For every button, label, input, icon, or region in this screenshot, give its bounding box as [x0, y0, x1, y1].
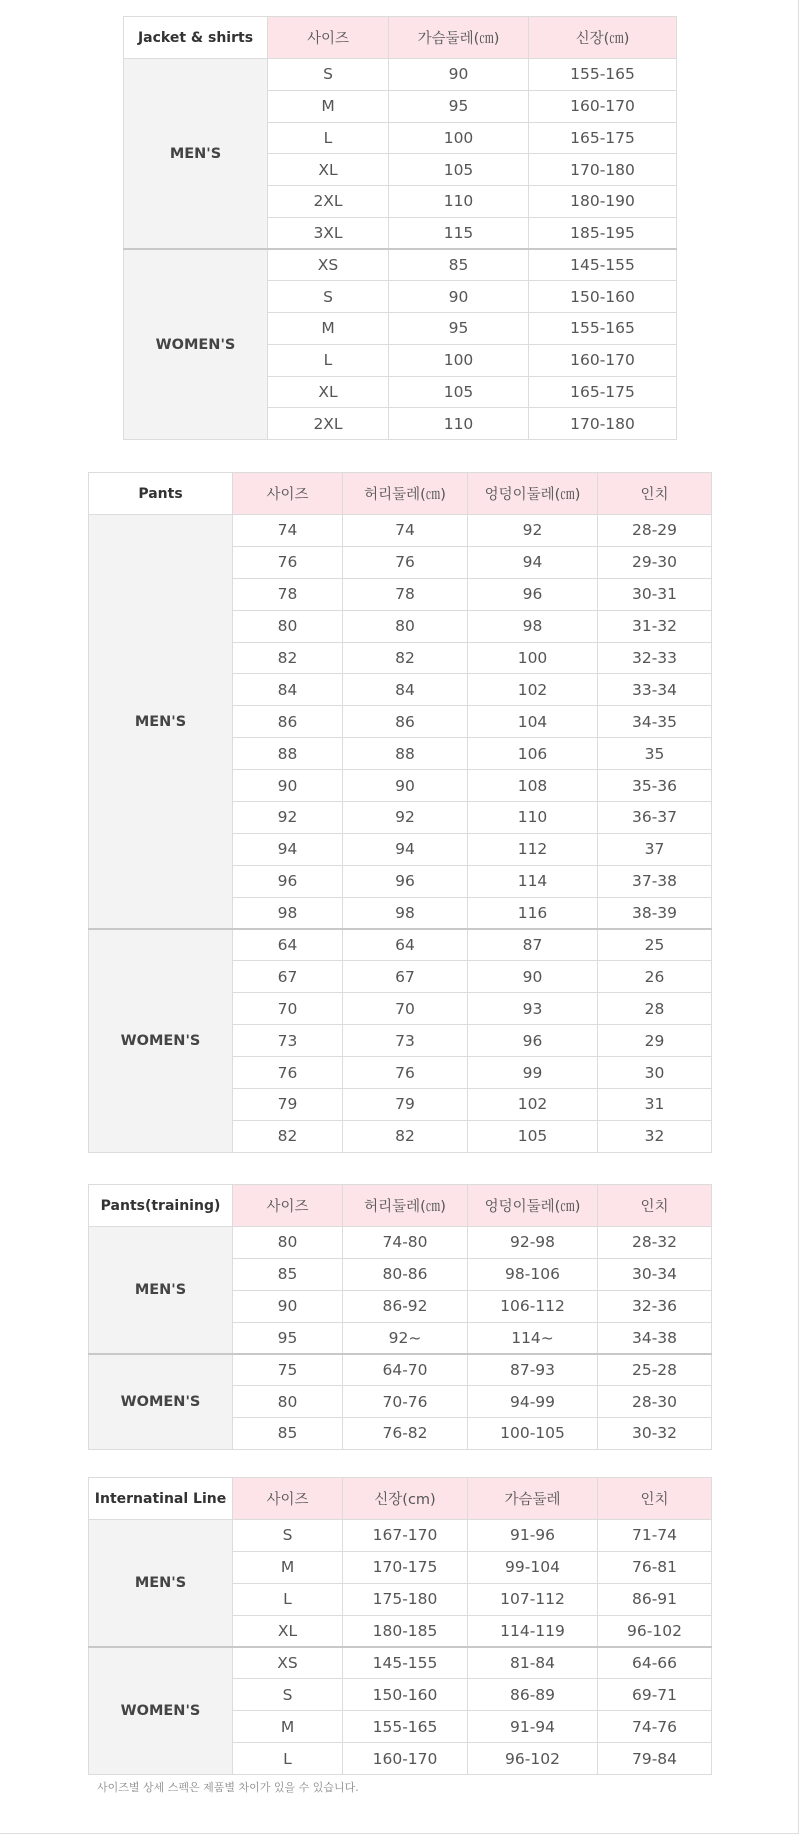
table-cell: 79-84 [598, 1743, 712, 1775]
table-cell: 98 [343, 897, 468, 929]
column-header: 신장(cm) [343, 1478, 468, 1520]
table-cell: 84 [233, 674, 343, 706]
table-cell: 96 [343, 865, 468, 897]
table-cell: 87 [468, 929, 598, 961]
table-row [124, 59, 677, 91]
table-cell: 82 [343, 1120, 468, 1152]
table-cell: 114-119 [468, 1615, 598, 1647]
table-cell: 85 [233, 1418, 343, 1450]
table-cell: 38-39 [598, 897, 712, 929]
size-table-jacket-shirts [123, 16, 677, 440]
table-title: Jacket & shirts [124, 17, 268, 59]
table-row [89, 515, 712, 547]
table-cell: 106-112 [468, 1290, 598, 1322]
table-cell: 98-106 [468, 1258, 598, 1290]
table-cell: 81-84 [468, 1647, 598, 1679]
group-label: MEN'S [124, 59, 268, 250]
column-header: 사이즈 [233, 1185, 343, 1227]
table-cell: L [268, 122, 389, 154]
table-title: Pants(training) [89, 1185, 233, 1227]
table-cell: 91-94 [468, 1711, 598, 1743]
table-cell: 25 [598, 929, 712, 961]
table-cell: 64-66 [598, 1647, 712, 1679]
table-cell: 28-30 [598, 1386, 712, 1418]
table-cell: S [268, 281, 389, 313]
table-row [89, 1520, 712, 1552]
table-cell: 92~ [343, 1322, 468, 1354]
table-cell: 110 [389, 408, 529, 440]
size-table-pants [88, 472, 712, 1153]
table-row [89, 1354, 712, 1386]
table-cell: 35-36 [598, 770, 712, 802]
table-cell: M [233, 1711, 343, 1743]
table-cell: 25-28 [598, 1354, 712, 1386]
table-cell: 91-96 [468, 1520, 598, 1552]
table-cell: 90 [389, 59, 529, 91]
table-cell: 37 [598, 833, 712, 865]
table-cell: 74-80 [343, 1227, 468, 1259]
table-cell: 32-33 [598, 642, 712, 674]
table-cell: 30 [598, 1057, 712, 1089]
table-row [124, 249, 677, 281]
table-cell: 175-180 [343, 1583, 468, 1615]
table-cell: 75 [233, 1354, 343, 1386]
table-cell: 87-93 [468, 1354, 598, 1386]
group-label: MEN'S [89, 515, 233, 930]
column-header: 가슴둘레(㎝) [389, 17, 529, 59]
table-cell: L [233, 1583, 343, 1615]
table-cell: 100 [468, 642, 598, 674]
group-label: WOMEN'S [89, 929, 233, 1152]
table-cell: 76 [233, 546, 343, 578]
table-cell: 165-175 [529, 376, 677, 408]
table-cell: 70 [233, 993, 343, 1025]
table-cell: 92 [343, 802, 468, 834]
table-cell: 80 [233, 1227, 343, 1259]
table-cell: 32-36 [598, 1290, 712, 1322]
table-cell: 76 [233, 1057, 343, 1089]
table-cell: 85 [233, 1258, 343, 1290]
table-cell: 170-180 [529, 154, 677, 186]
table-cell: L [233, 1743, 343, 1775]
table-cell: 102 [468, 674, 598, 706]
column-header: 인치 [598, 473, 712, 515]
table-cell: 170-175 [343, 1551, 468, 1583]
table-cell: 84 [343, 674, 468, 706]
table-cell: 93 [468, 993, 598, 1025]
table-cell: 96 [468, 578, 598, 610]
table-cell: 29-30 [598, 546, 712, 578]
table-cell: 69-71 [598, 1679, 712, 1711]
group-label: WOMEN'S [89, 1354, 233, 1450]
table-cell: 90 [468, 961, 598, 993]
column-header: 허리둘레(㎝) [343, 1185, 468, 1227]
table-cell: 106 [468, 738, 598, 770]
column-header: 가슴둘레 [468, 1478, 598, 1520]
table-cell: 64 [343, 929, 468, 961]
column-header: 허리둘레(㎝) [343, 473, 468, 515]
table-cell: 33-34 [598, 674, 712, 706]
table-title: Pants [89, 473, 233, 515]
table-cell: 94 [343, 833, 468, 865]
table-cell: XL [233, 1615, 343, 1647]
table-cell: 71-74 [598, 1520, 712, 1552]
table-cell: 105 [389, 154, 529, 186]
table-cell: 78 [233, 578, 343, 610]
column-header: 엉덩이둘레(㎝) [468, 473, 598, 515]
table-cell: 85 [389, 249, 529, 281]
table-cell: 26 [598, 961, 712, 993]
table-cell: 74 [343, 515, 468, 547]
table-cell: 115 [389, 217, 529, 249]
table-cell: 76 [343, 1057, 468, 1089]
table-cell: 170-180 [529, 408, 677, 440]
table-cell: 94 [233, 833, 343, 865]
table-cell: 80-86 [343, 1258, 468, 1290]
group-label: MEN'S [89, 1227, 233, 1354]
table-cell: 76-81 [598, 1551, 712, 1583]
table-cell: 150-160 [529, 281, 677, 313]
group-label: MEN'S [89, 1520, 233, 1648]
table-cell: 3XL [268, 217, 389, 249]
footnote: 사이즈별 상세 스펙은 제품별 차이가 있을 수 있습니다. [97, 1781, 359, 1794]
table-cell: M [268, 90, 389, 122]
table-cell: 73 [233, 1025, 343, 1057]
table-cell: 98 [233, 897, 343, 929]
table-cell: 160-170 [529, 344, 677, 376]
table-cell: 108 [468, 770, 598, 802]
table-cell: 82 [233, 642, 343, 674]
table-cell: 160-170 [529, 90, 677, 122]
table-cell: 180-190 [529, 186, 677, 218]
table-cell: S [233, 1679, 343, 1711]
table-cell: 76 [343, 546, 468, 578]
table-cell: 100 [389, 344, 529, 376]
table-cell: 82 [343, 642, 468, 674]
table-cell: 92-98 [468, 1227, 598, 1259]
table-title: Internatinal Line [89, 1478, 233, 1520]
table-cell: 76-82 [343, 1418, 468, 1450]
table-cell: 102 [468, 1089, 598, 1121]
table-cell: 155-165 [529, 59, 677, 91]
table-cell: 88 [343, 738, 468, 770]
table-cell: 70-76 [343, 1386, 468, 1418]
table-cell: 64 [233, 929, 343, 961]
table-cell: 79 [233, 1089, 343, 1121]
table-cell: 167-170 [343, 1520, 468, 1552]
column-header: 사이즈 [233, 1478, 343, 1520]
table-cell: 99-104 [468, 1551, 598, 1583]
table-cell: XS [268, 249, 389, 281]
table-cell: 67 [233, 961, 343, 993]
table-cell: 90 [233, 1290, 343, 1322]
table-cell: 86-92 [343, 1290, 468, 1322]
table-cell: 30-32 [598, 1418, 712, 1450]
table-cell: XS [233, 1647, 343, 1679]
table-cell: 96-102 [468, 1743, 598, 1775]
table-cell: 70 [343, 993, 468, 1025]
table-cell: 92 [233, 802, 343, 834]
table-cell: 79 [343, 1089, 468, 1121]
table-cell: 105 [389, 376, 529, 408]
table-cell: 99 [468, 1057, 598, 1089]
table-cell: 31-32 [598, 610, 712, 642]
table-cell: 105 [468, 1120, 598, 1152]
table-cell: 92 [468, 515, 598, 547]
table-cell: 36-37 [598, 802, 712, 834]
table-cell: 28 [598, 993, 712, 1025]
table-cell: 185-195 [529, 217, 677, 249]
column-header: 인치 [598, 1478, 712, 1520]
table-cell: 2XL [268, 408, 389, 440]
table-cell: 32 [598, 1120, 712, 1152]
table-cell: 155-165 [343, 1711, 468, 1743]
table-cell: 100-105 [468, 1418, 598, 1450]
table-cell: 90 [343, 770, 468, 802]
table-cell: 86 [233, 706, 343, 738]
table-cell: 95 [389, 90, 529, 122]
table-cell: 82 [233, 1120, 343, 1152]
size-table-international-line [88, 1477, 712, 1775]
table-cell: 155-165 [529, 313, 677, 345]
table-cell: 80 [233, 1386, 343, 1418]
table-cell: L [268, 344, 389, 376]
table-cell: XL [268, 154, 389, 186]
table-cell: 28-32 [598, 1227, 712, 1259]
table-cell: 96-102 [598, 1615, 712, 1647]
column-header: 엉덩이둘레(㎝) [468, 1185, 598, 1227]
table-cell: 145-155 [529, 249, 677, 281]
table-cell: 114~ [468, 1322, 598, 1354]
column-header: 사이즈 [233, 473, 343, 515]
table-cell: 29 [598, 1025, 712, 1057]
table-row [89, 929, 712, 961]
table-cell: 96 [233, 865, 343, 897]
table-cell: 116 [468, 897, 598, 929]
table-cell: 180-185 [343, 1615, 468, 1647]
group-label: WOMEN'S [89, 1647, 233, 1775]
table-row [89, 1227, 712, 1259]
column-header: 사이즈 [268, 17, 389, 59]
table-cell: 95 [233, 1322, 343, 1354]
table-cell: 114 [468, 865, 598, 897]
table-cell: 100 [389, 122, 529, 154]
table-cell: 73 [343, 1025, 468, 1057]
table-cell: 107-112 [468, 1583, 598, 1615]
table-cell: S [268, 59, 389, 91]
column-header: 신장(㎝) [529, 17, 677, 59]
table-cell: 74 [233, 515, 343, 547]
column-header: 인치 [598, 1185, 712, 1227]
table-cell: 86-91 [598, 1583, 712, 1615]
table-cell: 90 [233, 770, 343, 802]
table-cell: XL [268, 376, 389, 408]
table-cell: 86-89 [468, 1679, 598, 1711]
table-cell: 160-170 [343, 1743, 468, 1775]
table-cell: 88 [233, 738, 343, 770]
size-table-pants-training [88, 1184, 712, 1450]
table-cell: 74-76 [598, 1711, 712, 1743]
table-cell: 110 [389, 186, 529, 218]
table-cell: 30-31 [598, 578, 712, 610]
table-cell: 28-29 [598, 515, 712, 547]
table-cell: 80 [343, 610, 468, 642]
table-cell: 67 [343, 961, 468, 993]
table-cell: 150-160 [343, 1679, 468, 1711]
table-cell: 2XL [268, 186, 389, 218]
table-cell: 34-38 [598, 1322, 712, 1354]
table-cell: 80 [233, 610, 343, 642]
table-cell: M [233, 1551, 343, 1583]
table-cell: 104 [468, 706, 598, 738]
table-row [89, 1647, 712, 1679]
table-cell: 86 [343, 706, 468, 738]
table-cell: S [233, 1520, 343, 1552]
table-cell: 98 [468, 610, 598, 642]
table-cell: 96 [468, 1025, 598, 1057]
table-cell: 30-34 [598, 1258, 712, 1290]
table-cell: 64-70 [343, 1354, 468, 1386]
table-cell: 31 [598, 1089, 712, 1121]
table-cell: 145-155 [343, 1647, 468, 1679]
table-cell: 110 [468, 802, 598, 834]
table-cell: M [268, 313, 389, 345]
table-cell: 165-175 [529, 122, 677, 154]
table-cell: 90 [389, 281, 529, 313]
table-cell: 34-35 [598, 706, 712, 738]
table-cell: 35 [598, 738, 712, 770]
table-cell: 94-99 [468, 1386, 598, 1418]
table-cell: 78 [343, 578, 468, 610]
table-cell: 94 [468, 546, 598, 578]
table-cell: 37-38 [598, 865, 712, 897]
table-cell: 95 [389, 313, 529, 345]
group-label: WOMEN'S [124, 249, 268, 440]
table-cell: 112 [468, 833, 598, 865]
